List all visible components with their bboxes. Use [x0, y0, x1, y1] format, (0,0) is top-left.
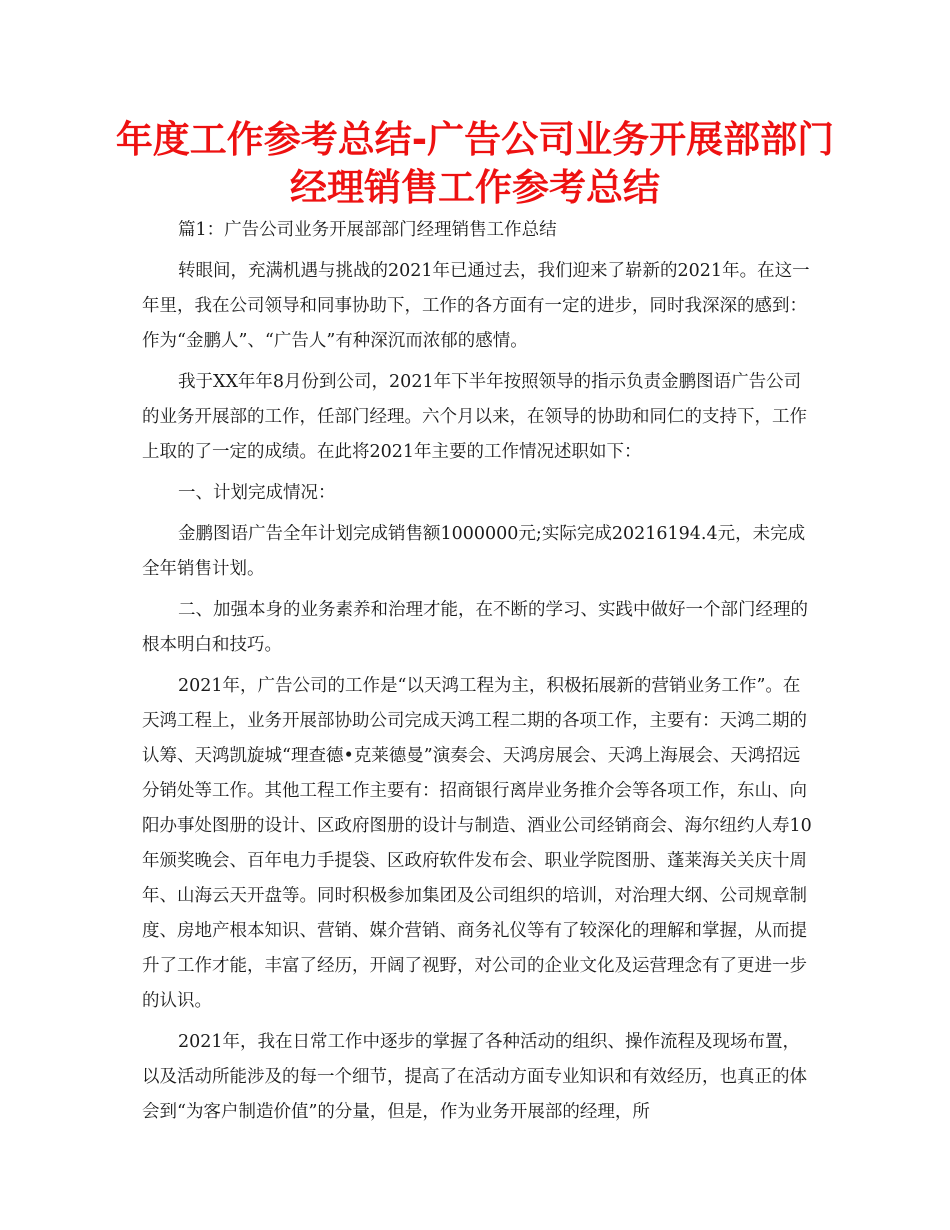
- paragraph-background: 我于XX年年8月份到公司，2021年下半年按照领导的指示负责金鹏图语广告公司的业务开展部的工作，任部门经理。六个月以来，在领导的协助和同仁的支持下，工作上取的了一定的成绩。在此将2021年主要的工作情况述职如下：: [142, 372, 807, 462]
- document-title: 年度工作参考总结-广告公司业务开展部部门经理销售工作参考总结: [115, 118, 835, 209]
- subheading-skills: 二、加强本身的业务素养和治理才能，在不断的学习、实践中做好一个部门经理的根本明白和技巧。: [142, 600, 808, 655]
- paragraph-sales-figures: 金鹏图语广告全年计划完成销售额1000000元;实际完成20216194.4元，未完成全年销售计划。: [142, 524, 806, 579]
- paragraph-projects: 2021年，广告公司的工作是“以天鸿工程为主，积极拓展新的营销业务工作”。在天鸿工程上，业务开展部协助公司完成天鸿工程二期的各项工作，主要有：天鸿二期的认筹、天鸿凯旋城“理查德•克莱德曼”演奏会、天鸿房展会、天鸿上海展会、天鸿招远分销处等工作。其他工程工作主要有：招商银行离岸业务推介会等各项工作，东山、向阳办事处图册的设计、区政府图册的设计与制造、酒业公司经销商会、海尔纽约人寿10年颁奖晚会、百年电力手提袋、区政府软件发布会、职业学院图册、蓬莱海关关庆十周年、山海云天开盘等。同时积极参加集团及公司组织的培训，对治理大纲、公司规章制度、房地产根本知识、营销、媒介营销、商务礼仪等有了较深化的理解和掌握，从而提升了工作才能，丰富了经历，开阔了视野，对公司的企业文化及运营理念有了更进一步的认识。: [142, 676, 812, 1011]
- paragraph-intro: 转眼间，充满机遇与挑战的2021年已通过去，我们迎来了崭新的2021年。在这一年里，我在公司领导和同事协助下，工作的各方面有一定的进步，同时我深深的感到：作为“金鹏人”、“广告人”有种深沉而浓郁的感情。: [142, 261, 810, 351]
- paragraph-experience: 2021年，我在日常工作中逐步的掌握了各种活动的组织、操作流程及现场布置，以及活动所能涉及的每一个细节，提高了在活动方面专业知识和有效经历，也真正的体会到“为客户制造价值”的分量，但是，作为业务开展部的经理，所: [142, 1032, 807, 1122]
- document-body: [142, 213, 814, 1136]
- section-heading: 篇1：广告公司业务开展部部门经理销售工作总结: [178, 220, 557, 240]
- subheading-plan-completion: 一、计划完成情况：: [178, 483, 336, 503]
